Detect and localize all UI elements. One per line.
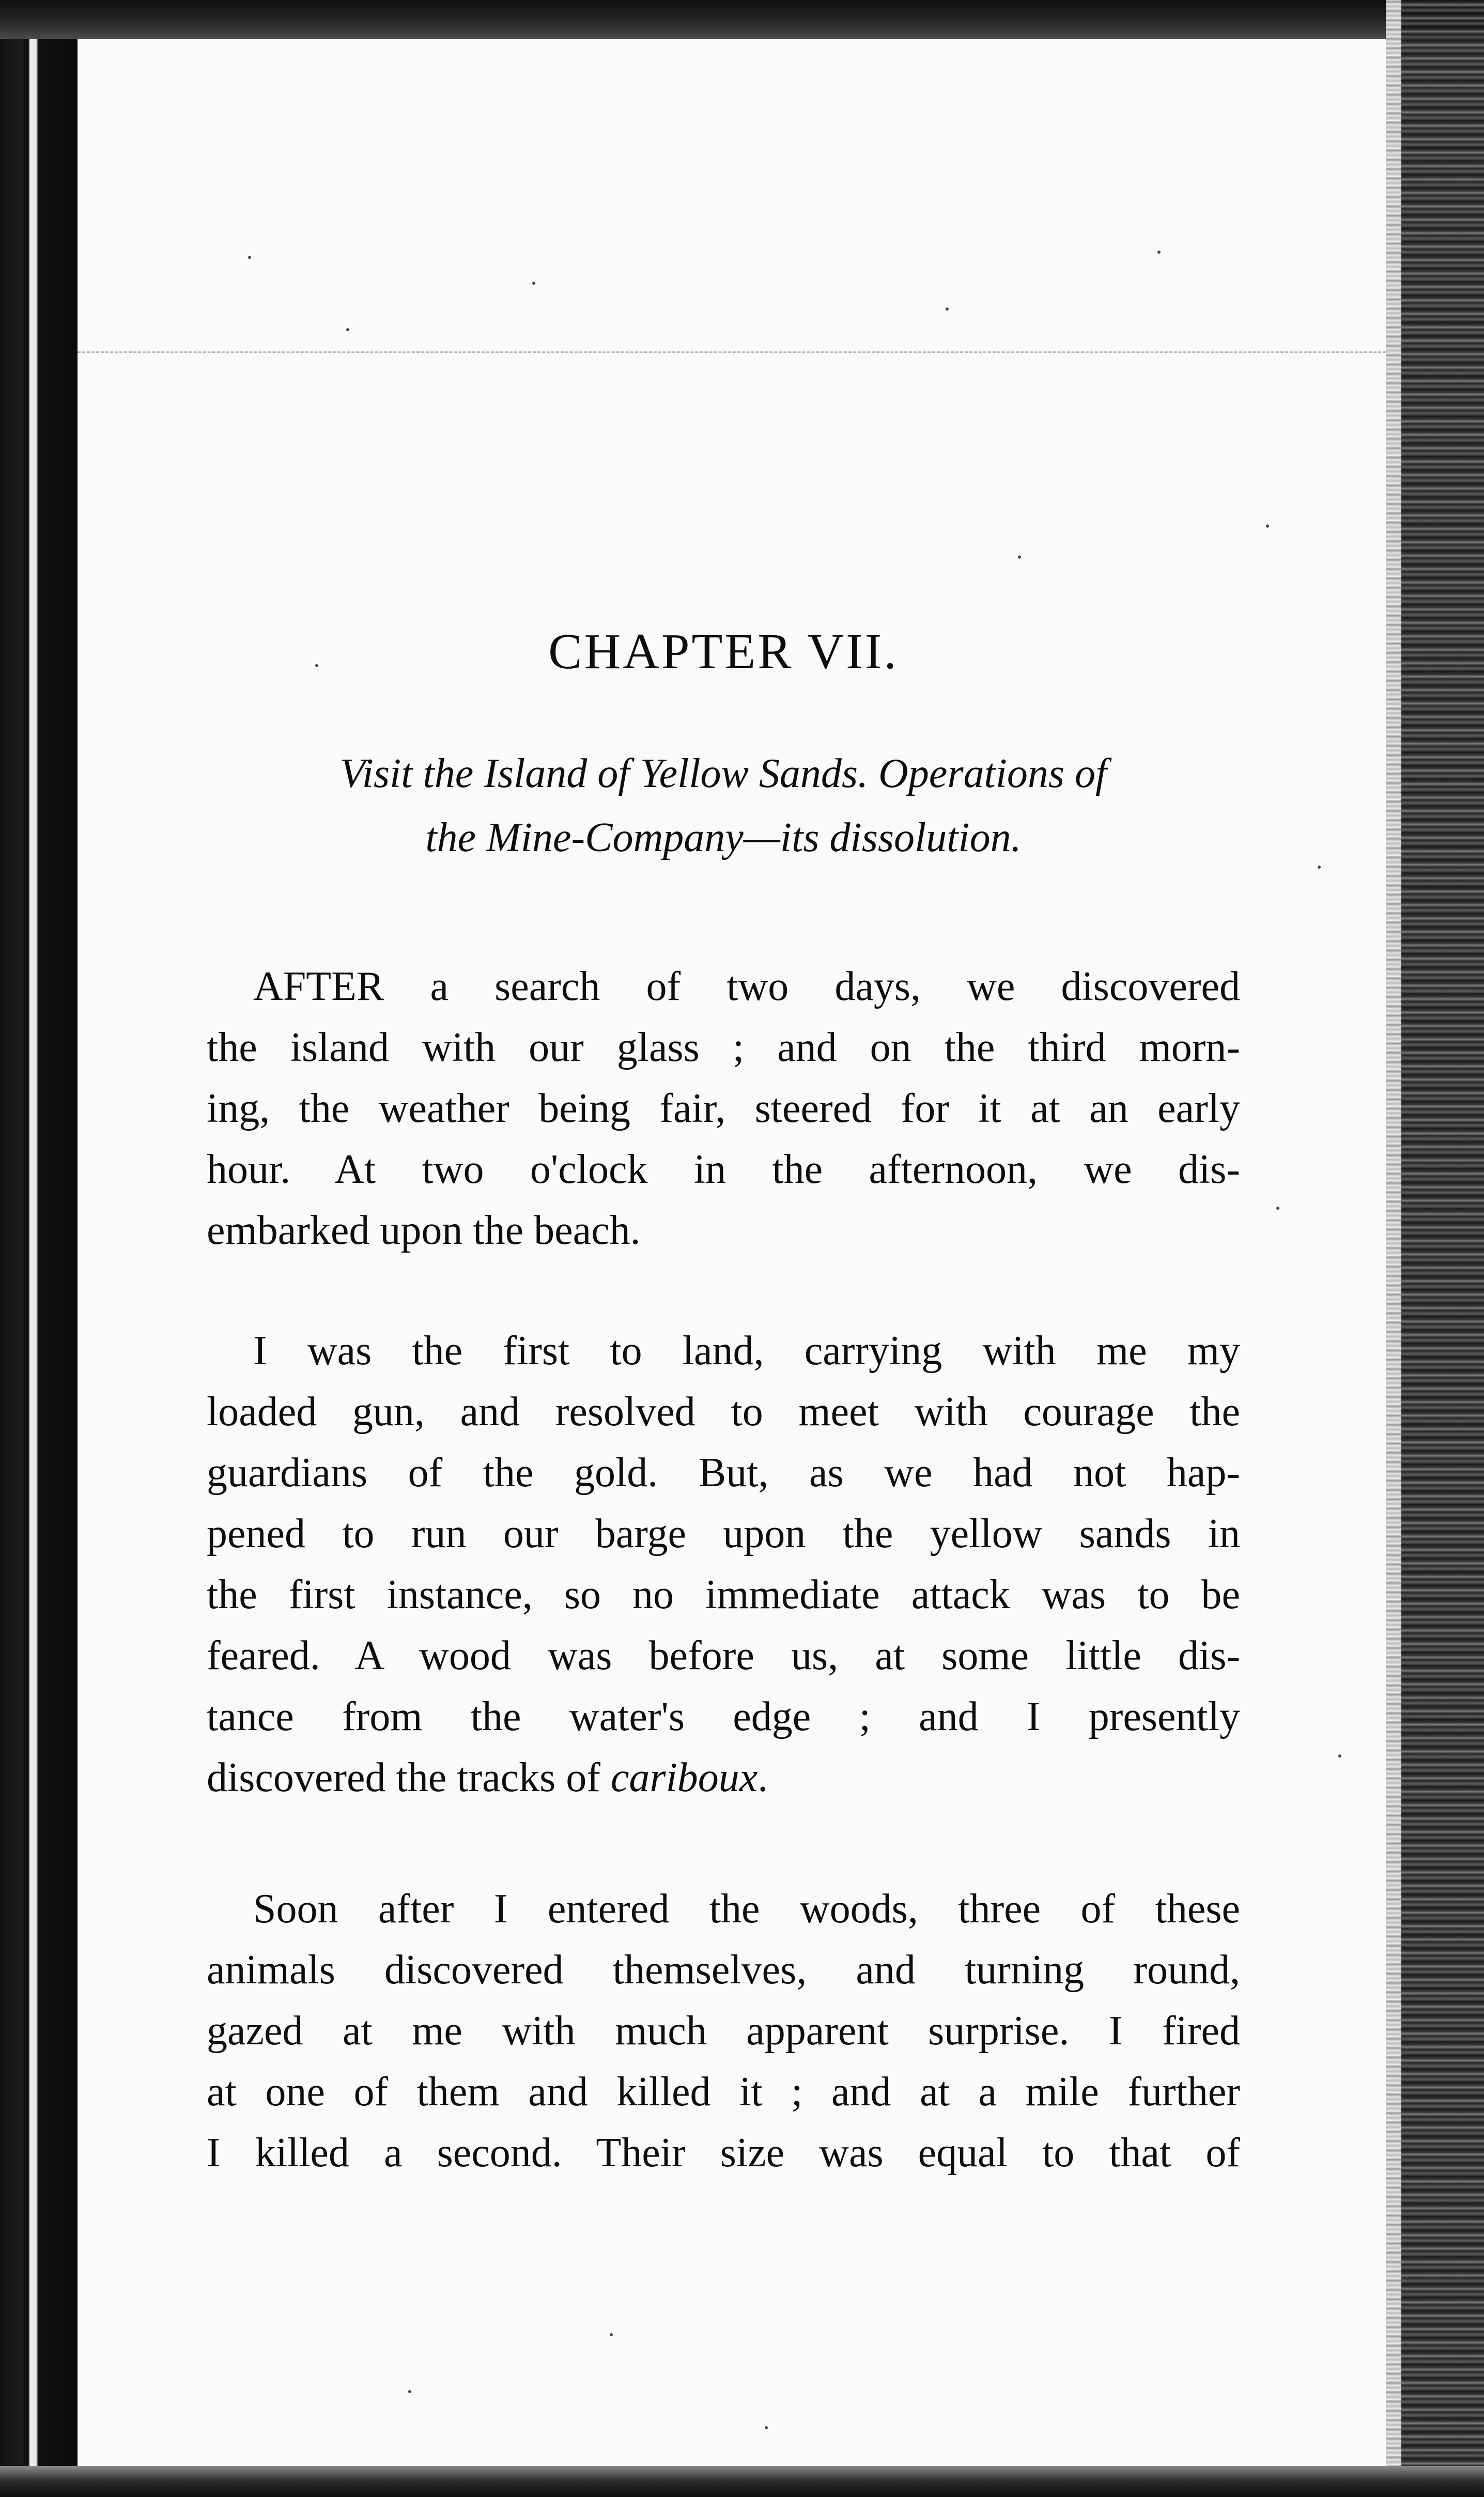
italic-word: cariboux xyxy=(610,1755,758,1800)
chapter-summary-line: Visit the Island of Yellow Sands. Operations of xyxy=(339,751,1107,796)
text-line: ing, the weather being fair, steered for it at an early xyxy=(207,1086,1240,1131)
text-line: tance from the water's edge ; and I presently xyxy=(207,1694,1240,1739)
paragraph xyxy=(207,1878,1240,2183)
paragraph xyxy=(207,956,1240,1261)
text-line: gazed at me with much apparent surprise. I fired xyxy=(207,2008,1240,2054)
text-line: I was the first to land, carrying with me my xyxy=(253,1328,1240,1374)
binding-shadow-left xyxy=(0,0,78,2497)
text-line: the island with our glass ; and on the third morn- xyxy=(207,1025,1240,1070)
text-line: at one of them and killed it ; and at a mile further xyxy=(207,2069,1240,2115)
text-fragment: . xyxy=(758,1755,768,1800)
text-line: animals discovered themselves, and turning round, xyxy=(207,1947,1240,1993)
text-line: I killed a second. Their size was equal to that of xyxy=(207,2130,1240,2176)
text-line: Soon after I entered the woods, three of these xyxy=(253,1886,1240,1932)
text-line: hour. At two o'clock in the afternoon, we dis- xyxy=(207,1147,1240,1192)
fold-line xyxy=(78,351,1386,353)
page-edge-right xyxy=(1386,0,1401,2497)
text-fragment: discovered the tracks of xyxy=(207,1755,611,1800)
book-page xyxy=(78,39,1386,2466)
text-line: guardians of the gold. But, as we had not hap- xyxy=(207,1450,1240,1496)
paragraph xyxy=(207,1320,1240,1808)
text-line: embarked upon the beach. xyxy=(207,1208,641,1253)
chapter-summary-line: the Mine-Company—its dissolution. xyxy=(425,815,1022,860)
scan-edge-top xyxy=(0,0,1484,39)
text-line: the first instance, so no immediate attack was to be xyxy=(207,1572,1240,1617)
chapter-summary xyxy=(207,742,1240,870)
text-line: feared. A wood was before us, at some little dis- xyxy=(207,1633,1240,1678)
scan-edge-bottom xyxy=(0,2466,1484,2497)
chapter-title: CHAPTER VII. xyxy=(548,624,899,680)
text-line: pened to run our barge upon the yellow sands in xyxy=(207,1511,1240,1556)
scan-edge-right xyxy=(1401,0,1484,2497)
text-line: loaded gun, and resolved to meet with courage the xyxy=(207,1389,1240,1435)
text-line xyxy=(207,1747,1240,1808)
text-line: AFTER a search of two days, we discovered xyxy=(253,964,1240,1009)
